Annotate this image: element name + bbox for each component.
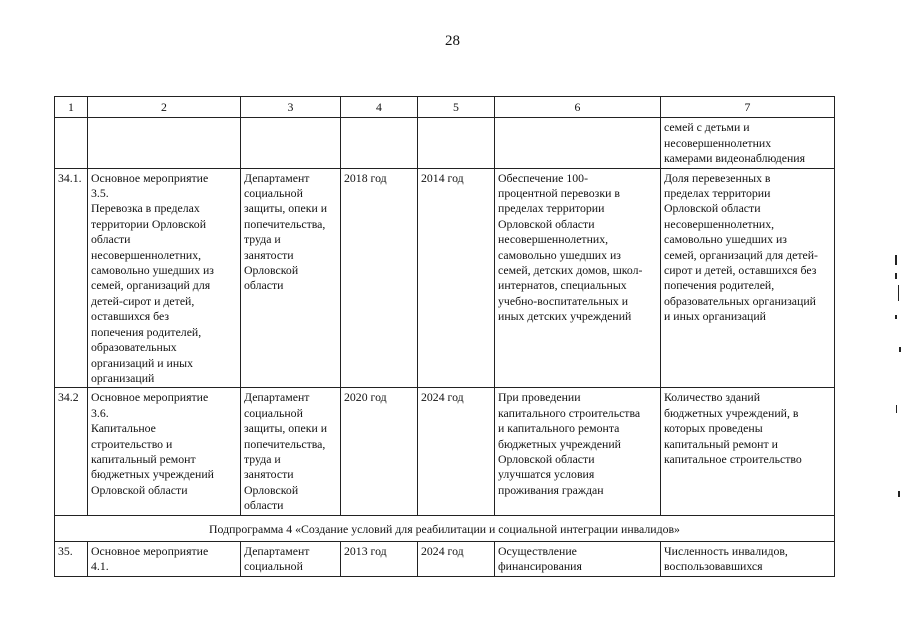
executor-cell bbox=[241, 388, 341, 515]
cell-text-line: Департамент bbox=[244, 543, 310, 558]
indicator-cell bbox=[661, 541, 835, 576]
cell-text-line: иных детских учреждений bbox=[498, 309, 632, 324]
cell-text-line: детей-сирот и детей, bbox=[91, 293, 195, 308]
cell-text-line: семей, детских домов, школ- bbox=[498, 263, 643, 278]
cell-text-line: труда и bbox=[244, 451, 281, 466]
column-header: 5 bbox=[418, 97, 495, 118]
cell-text-line: несовершеннолетних, bbox=[91, 247, 202, 262]
row-number-cell bbox=[55, 541, 88, 576]
row-number-cell bbox=[55, 118, 88, 168]
cell-text-line: Орловской bbox=[244, 263, 299, 278]
cell-text-line: самовольно ушедших из bbox=[91, 263, 214, 278]
indicator-cell bbox=[661, 388, 835, 515]
table-header-row bbox=[55, 97, 835, 118]
cell-text-line: несовершеннолетних, bbox=[498, 232, 609, 247]
cell-text-line: капитального строительства bbox=[498, 405, 641, 420]
column-header: 7 bbox=[661, 97, 835, 118]
cell-text-line: капитальный ремонт и bbox=[664, 436, 778, 451]
subprogram-row bbox=[55, 515, 835, 541]
cell-text-line: процентной перевозки в bbox=[498, 186, 620, 201]
measure-cell bbox=[88, 388, 241, 515]
cell-text-line: Орловской области bbox=[91, 482, 188, 497]
cell-text-line: оставшихся без bbox=[91, 309, 169, 324]
cell-text: 2024 год bbox=[421, 390, 464, 405]
cell-text-line: камерами видеонаблюдения bbox=[664, 151, 806, 166]
page-number: 28 bbox=[445, 33, 460, 49]
cell-text-line: 3.5. bbox=[91, 186, 109, 201]
cell-text-line: Капитальное bbox=[91, 421, 156, 436]
start-year-cell bbox=[341, 388, 418, 515]
measure-cell bbox=[88, 541, 241, 576]
column-header: 1 bbox=[55, 97, 88, 118]
column-header: 6 bbox=[495, 97, 661, 118]
expected-result-cell bbox=[495, 388, 661, 515]
column-header: 4 bbox=[341, 97, 418, 118]
row-number-cell bbox=[55, 168, 88, 388]
cell-text-line: попечительства, bbox=[244, 436, 326, 451]
cell-text-line: Основное мероприятие bbox=[91, 543, 209, 558]
expected-result-cell bbox=[495, 118, 661, 168]
start-year-cell bbox=[341, 541, 418, 576]
cell-text: 2018 год bbox=[344, 170, 387, 185]
executor-cell bbox=[241, 118, 341, 168]
cell-text-line: капитальное строительство bbox=[664, 451, 802, 466]
cell-text-line: самовольно ушедших из bbox=[498, 247, 621, 262]
cell-text-line: Орловской bbox=[244, 482, 299, 497]
table-body bbox=[55, 118, 835, 576]
cell-text-line: защиты, опеки и bbox=[244, 421, 328, 436]
cell-text-line: труда и bbox=[244, 232, 281, 247]
cell-text: 2013 год bbox=[344, 543, 387, 558]
cell-text-line: улучшатся условия bbox=[498, 467, 595, 482]
cell-text-line: строительство и bbox=[91, 436, 173, 451]
cell-text-line: которых проведены bbox=[664, 421, 763, 436]
cell-text-line: пределах территории bbox=[664, 186, 771, 201]
cell-text-line: и капитального ремонта bbox=[498, 421, 620, 436]
cell-text: 35. bbox=[58, 543, 73, 558]
cell-text-line: территории Орловской bbox=[91, 216, 207, 231]
cell-text-line: 3.6. bbox=[91, 405, 109, 420]
cell-text-line: Доля перевезенных в bbox=[664, 170, 771, 185]
cell-text-line: попечения родителей, bbox=[664, 278, 775, 293]
end-year-cell bbox=[418, 168, 495, 388]
cell-text-line: сирот и детей, оставшихся без bbox=[664, 263, 817, 278]
start-year-cell bbox=[341, 118, 418, 168]
cell-text-line: и иных организаций bbox=[664, 309, 766, 324]
program-measures-table bbox=[54, 96, 835, 577]
cell-text-line: защиты, опеки и bbox=[244, 201, 328, 216]
scan-edge-marks bbox=[889, 255, 905, 505]
cell-text-line: интернатов, специальных bbox=[498, 278, 627, 293]
cell-text-line: бюджетных учреждений bbox=[498, 436, 621, 451]
cell-text-line: области bbox=[244, 498, 284, 513]
executor-cell bbox=[241, 541, 341, 576]
cell-text-line: социальной bbox=[244, 405, 303, 420]
cell-text-line: бюджетных учреждений, в bbox=[664, 405, 799, 420]
cell-text-line: попечения родителей, bbox=[91, 324, 202, 339]
table-row bbox=[55, 541, 835, 576]
cell-text-line: Осуществление bbox=[498, 543, 577, 558]
row-number-cell bbox=[55, 388, 88, 515]
cell-text-line: семей, организаций для детей- bbox=[664, 247, 818, 262]
expected-result-cell bbox=[495, 168, 661, 388]
column-header: 2 bbox=[88, 97, 241, 118]
cell-text-line: несовершеннолетних bbox=[664, 135, 772, 150]
measure-cell bbox=[88, 118, 241, 168]
table-row bbox=[55, 118, 835, 168]
cell-text-line: воспользовавшихся bbox=[664, 559, 763, 574]
cell-text-line: пределах территории bbox=[498, 201, 605, 216]
indicator-cell bbox=[661, 168, 835, 388]
cell-text-line: организаций bbox=[91, 370, 155, 385]
cell-text-line: области bbox=[244, 278, 284, 293]
end-year-cell bbox=[418, 541, 495, 576]
cell-text-line: организаций и иных bbox=[91, 355, 193, 370]
cell-text-line: попечительства, bbox=[244, 216, 326, 231]
cell-text-line: проживания граждан bbox=[498, 482, 604, 497]
cell-text-line: Обеспечение 100- bbox=[498, 170, 588, 185]
cell-text-line: Департамент bbox=[244, 170, 310, 185]
cell-text-line: Численность инвалидов, bbox=[664, 543, 788, 558]
cell-text-line: Орловской области bbox=[498, 216, 595, 231]
cell-text-line: Орловской области bbox=[498, 451, 595, 466]
table-row bbox=[55, 388, 835, 515]
cell-text-line: несовершеннолетних, bbox=[664, 216, 775, 231]
cell-text-line: бюджетных учреждений bbox=[91, 467, 214, 482]
cell-text: 2024 год bbox=[421, 543, 464, 558]
cell-text: 2020 год bbox=[344, 390, 387, 405]
cell-text-line: социальной bbox=[244, 186, 303, 201]
cell-text-line: Перевозка в пределах bbox=[91, 201, 200, 216]
table-row bbox=[55, 168, 835, 388]
cell-text-line: финансирования bbox=[498, 559, 582, 574]
subprogram-title: Подпрограмма 4 «Создание условий для реабилитации и социальной интеграции инвалидов» bbox=[55, 515, 835, 541]
start-year-cell bbox=[341, 168, 418, 388]
executor-cell bbox=[241, 168, 341, 388]
cell-text-line: образовательных организаций bbox=[664, 293, 816, 308]
cell-text-line: области bbox=[91, 232, 131, 247]
cell-text-line: При проведении bbox=[498, 390, 581, 405]
cell-text-line: Количество зданий bbox=[664, 390, 761, 405]
cell-text-line: учебно-воспитательных и bbox=[498, 293, 629, 308]
cell-text-line: капитальный ремонт bbox=[91, 451, 196, 466]
cell-text-line: Основное мероприятие bbox=[91, 390, 209, 405]
cell-text: 34.1. bbox=[58, 170, 82, 185]
end-year-cell bbox=[418, 388, 495, 515]
expected-result-cell bbox=[495, 541, 661, 576]
cell-text-line: Орловской области bbox=[664, 201, 761, 216]
cell-text-line: занятости bbox=[244, 467, 294, 482]
cell-text-line: образовательных bbox=[91, 340, 177, 355]
cell-text-line: социальной bbox=[244, 559, 303, 574]
measure-cell bbox=[88, 168, 241, 388]
column-header: 3 bbox=[241, 97, 341, 118]
cell-text-line: семей с детьми и bbox=[664, 120, 750, 135]
cell-text-line: занятости bbox=[244, 247, 294, 262]
cell-text-line: самовольно ушедших из bbox=[664, 232, 787, 247]
cell-text: 2014 год bbox=[421, 170, 464, 185]
indicator-cell bbox=[661, 118, 835, 168]
cell-text-line: семей, организаций для bbox=[91, 278, 211, 293]
cell-text-line: 4.1. bbox=[91, 559, 109, 574]
cell-text-line: Основное мероприятие bbox=[91, 170, 209, 185]
end-year-cell bbox=[418, 118, 495, 168]
cell-text-line: Департамент bbox=[244, 390, 310, 405]
cell-text: 34.2 bbox=[58, 390, 79, 405]
